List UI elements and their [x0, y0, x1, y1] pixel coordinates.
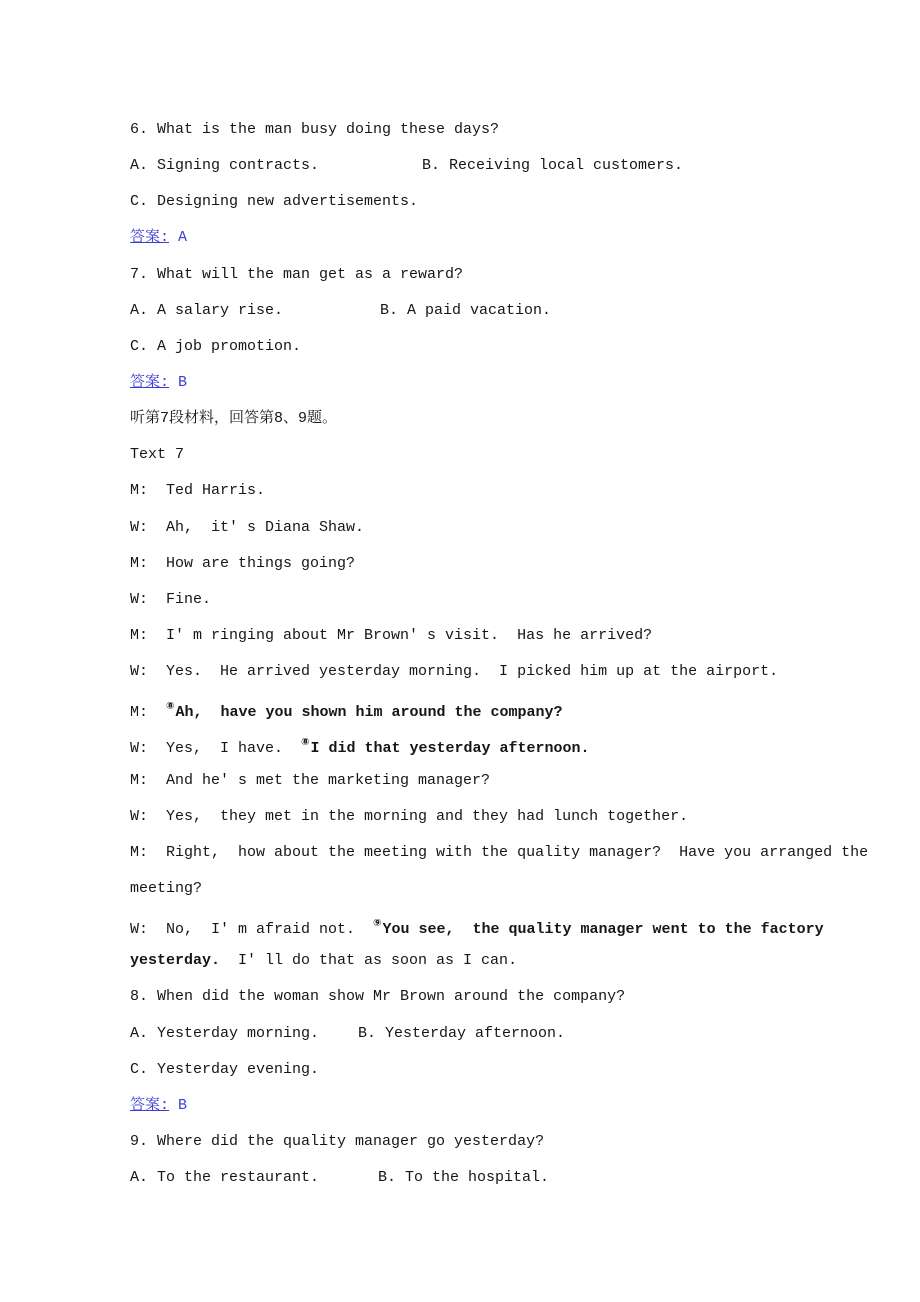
- question-8-option-c: [130, 1052, 860, 1088]
- option-b: B. Receiving local customers.: [422, 157, 684, 175]
- dialogue-line-m: [130, 690, 860, 726]
- dialogue-line-m: [130, 763, 860, 799]
- answer-value: B: [178, 1096, 188, 1114]
- dialogue-text: I' ll do that as soon as I can.: [220, 952, 518, 970]
- circled-8-marker: ⑧: [166, 702, 176, 714]
- answer-label: 答案:: [130, 229, 170, 247]
- question-7-option-c: [130, 329, 860, 365]
- dialogue-text: M: I' m ringing about Mr Brown' s visit. Has he arrived?: [130, 626, 653, 644]
- dialogue-continuation: [130, 943, 860, 979]
- dialogue-text: M:: [130, 704, 167, 722]
- dialogue-line-w: [130, 726, 860, 762]
- dialogue-text: meeting?: [130, 879, 203, 897]
- dialogue-line-w: [130, 510, 860, 546]
- listening-instruction-text: 听第7段材料，回答第8、9题。: [130, 410, 338, 428]
- dialogue-line-w: [130, 799, 860, 835]
- answer-value: B: [178, 373, 188, 391]
- question-9: [130, 1124, 860, 1160]
- dialogue-text-bold: Ah, have you shown him around the company?: [175, 704, 563, 722]
- question-8: [130, 979, 860, 1015]
- dialogue-text-bold: You see, the quality manager went to the factory: [382, 921, 824, 939]
- dialogue-text: M: How are things going?: [130, 554, 356, 572]
- dialogue-line-w: [130, 907, 860, 943]
- answer-label: 答案:: [130, 1096, 170, 1114]
- question-text: 7. What will the man get as a reward?: [130, 265, 464, 283]
- dialogue-continuation: [130, 871, 860, 907]
- answer-line-q6: [130, 220, 860, 256]
- question-7: [130, 257, 860, 293]
- dialogue-text: M: Right, how about the meeting with the quality manager? Have you arranged the: [130, 843, 869, 861]
- answer-label: 答案:: [130, 373, 170, 391]
- dialogue-line-m: [130, 618, 860, 654]
- question-6-option-c: [130, 184, 860, 220]
- question-text: 9. Where did the quality manager go yesterday?: [130, 1132, 545, 1150]
- option-b: B. A paid vacation.: [380, 301, 552, 319]
- answer-value: A: [178, 229, 188, 247]
- question-6-options-ab: [130, 148, 860, 184]
- dialogue-line-m: [130, 835, 869, 871]
- option-a: A. Yesterday morning.: [130, 1024, 320, 1042]
- question-9-options-ab: [130, 1160, 860, 1196]
- question-text: 6. What is the man busy doing these days?: [130, 121, 500, 138]
- option-a: A. Signing contracts.: [130, 157, 320, 175]
- option-b: B. To the hospital.: [378, 1169, 550, 1187]
- text-7-label: [130, 437, 860, 473]
- dialogue-text: W: No, I' m afraid not.: [130, 921, 374, 939]
- option-b: B. Yesterday afternoon.: [358, 1024, 566, 1042]
- dialogue-text: M: And he' s met the marketing manager?: [130, 771, 491, 789]
- dialogue-text-bold: I did that yesterday afternoon.: [310, 740, 590, 758]
- text-label: Text 7: [130, 446, 185, 464]
- question-8-options-ab: [130, 1016, 860, 1052]
- dialogue-text-bold: yesterday.: [130, 952, 221, 970]
- dialogue-text: W: Fine.: [130, 590, 212, 608]
- question-7-options-ab: [130, 293, 860, 329]
- dialogue-line-m: [130, 546, 860, 582]
- option-c: C. Designing new advertisements.: [130, 193, 419, 211]
- option-a: A. To the restaurant.: [130, 1169, 320, 1187]
- question-text: 8. When did the woman show Mr Brown around the company?: [130, 988, 626, 1006]
- question-6: [130, 112, 860, 148]
- option-c: C. Yesterday evening.: [130, 1060, 320, 1078]
- dialogue-line-m: [130, 473, 860, 509]
- dialogue-line-w: [130, 654, 860, 690]
- option-a: A. A salary rise.: [130, 301, 284, 319]
- dialogue-text: W: Yes, they met in the morning and they had lunch together.: [130, 807, 689, 825]
- dialogue-text: W: Yes. He arrived yesterday morning. I picked him up at the airport.: [130, 663, 779, 681]
- answer-line-q8: [130, 1088, 860, 1124]
- dialogue-text: W: Ah, it' s Diana Shaw.: [130, 518, 365, 536]
- option-c: C. A job promotion.: [130, 337, 302, 355]
- dialogue-text: W: Yes, I have.: [130, 740, 302, 758]
- dialogue-line-w: [130, 582, 860, 618]
- circled-8-marker: ⑧: [301, 738, 311, 750]
- dialogue-text: M: Ted Harris.: [130, 482, 266, 500]
- circled-9-marker: ⑨: [373, 919, 383, 931]
- answer-line-q7: [130, 365, 860, 401]
- listening-instruction: [130, 401, 860, 437]
